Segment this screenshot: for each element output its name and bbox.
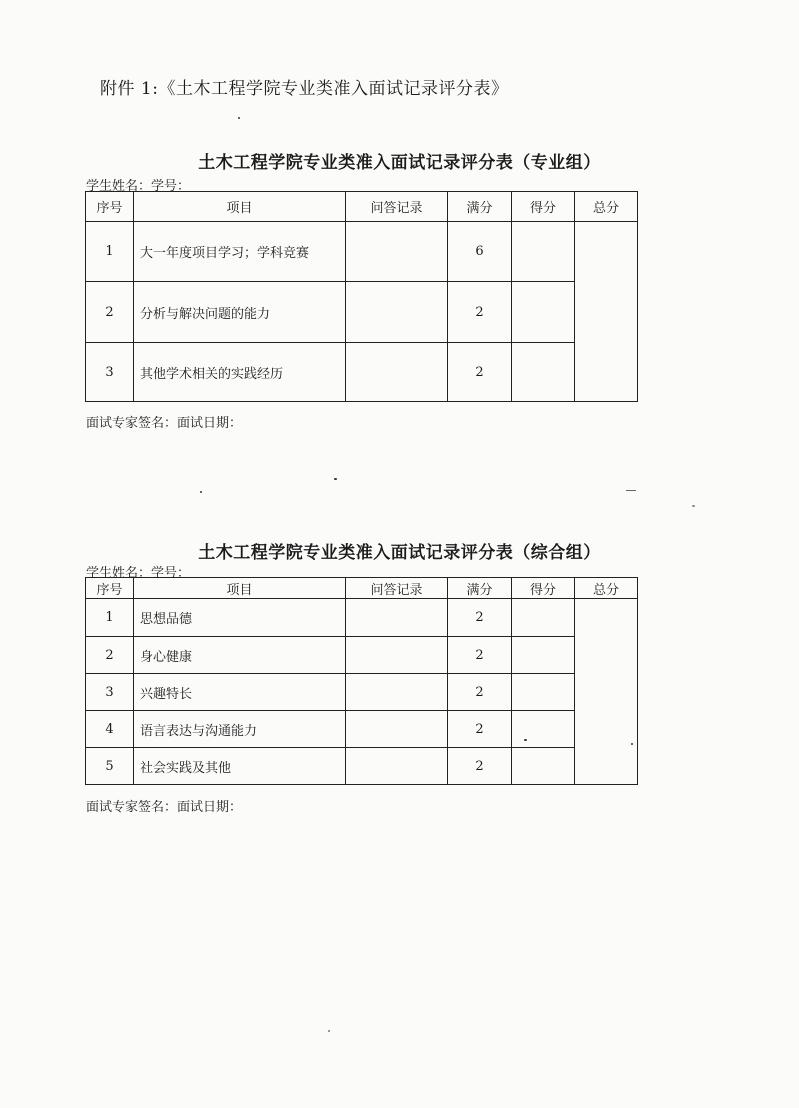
row-item: 身心健康 <box>134 637 346 674</box>
scan-speck <box>631 743 633 745</box>
table-title-professional: 土木工程学院专业类准入面试记录评分表（专业组） <box>198 153 601 173</box>
scan-speck <box>692 505 695 507</box>
row-item: 其他学术相关的实践经历 <box>134 343 346 402</box>
row-score-cell[interactable] <box>512 748 575 785</box>
header-score: 得分 <box>512 192 575 222</box>
score-table-professional <box>85 191 638 402</box>
row-record-cell[interactable] <box>346 282 448 343</box>
row-no: 1 <box>86 222 134 282</box>
scan-speck <box>238 117 240 119</box>
row-full: 2 <box>448 343 512 402</box>
signature-line-professional: 面试专家签名：面试日期： <box>86 416 243 431</box>
row-full: 2 <box>448 711 512 748</box>
row-score-cell[interactable] <box>512 343 575 402</box>
row-score-cell[interactable] <box>512 637 575 674</box>
table-row <box>86 343 638 402</box>
table-row <box>86 637 638 674</box>
row-score-cell[interactable] <box>512 599 575 637</box>
header-full: 满分 <box>448 192 512 222</box>
row-record-cell[interactable] <box>346 674 448 711</box>
row-full: 2 <box>448 637 512 674</box>
row-item: 语言表达与沟通能力 <box>134 711 346 748</box>
row-full: 2 <box>448 674 512 711</box>
header-total: 总分 <box>575 192 638 222</box>
header-item: 项目 <box>134 192 346 222</box>
table-header-row <box>86 192 638 222</box>
row-item: 思想品德 <box>134 599 346 637</box>
total-score-cell[interactable] <box>575 599 638 785</box>
scan-speck <box>626 490 636 491</box>
table-row <box>86 711 638 748</box>
header-record: 问答记录 <box>346 578 448 599</box>
row-full: 2 <box>448 748 512 785</box>
row-no: 2 <box>86 637 134 674</box>
row-item: 社会实践及其他 <box>134 748 346 785</box>
row-full: 2 <box>448 599 512 637</box>
row-record-cell[interactable] <box>346 343 448 402</box>
row-no: 3 <box>86 343 134 402</box>
row-score-cell[interactable] <box>512 711 575 748</box>
row-no: 1 <box>86 599 134 637</box>
row-score-cell[interactable] <box>512 674 575 711</box>
score-table-comprehensive <box>85 577 638 785</box>
row-record-cell[interactable] <box>346 711 448 748</box>
table-title-comprehensive: 土木工程学院专业类准入面试记录评分表（综合组） <box>198 543 601 563</box>
row-record-cell[interactable] <box>346 637 448 674</box>
row-item: 大一年度项目学习；学科竞赛 <box>134 222 346 282</box>
header-score: 得分 <box>512 578 575 599</box>
table-row <box>86 222 638 282</box>
row-score-cell[interactable] <box>512 282 575 343</box>
row-score-cell[interactable] <box>512 222 575 282</box>
scan-speck <box>200 491 202 493</box>
header-full: 满分 <box>448 578 512 599</box>
attachment-title: 附件 1:《土木工程学院专业类准入面试记录评分表》 <box>100 79 509 99</box>
student-info-line-comprehensive: 学生姓名：学号： <box>86 566 191 581</box>
scan-speck <box>334 478 337 480</box>
total-score-cell[interactable] <box>575 222 638 402</box>
row-no: 4 <box>86 711 134 748</box>
header-item: 项目 <box>134 578 346 599</box>
row-no: 2 <box>86 282 134 343</box>
header-total: 总分 <box>575 578 638 599</box>
scan-speck <box>524 739 527 741</box>
student-info-line-professional: 学生姓名：学号： <box>86 179 191 194</box>
row-record-cell[interactable] <box>346 222 448 282</box>
header-record: 问答记录 <box>346 192 448 222</box>
row-full: 6 <box>448 222 512 282</box>
row-no: 5 <box>86 748 134 785</box>
row-item: 兴趣特长 <box>134 674 346 711</box>
table-row <box>86 674 638 711</box>
header-no: 序号 <box>86 578 134 599</box>
row-item: 分析与解决问题的能力 <box>134 282 346 343</box>
table-row <box>86 748 638 785</box>
row-record-cell[interactable] <box>346 599 448 637</box>
header-no: 序号 <box>86 192 134 222</box>
table-row <box>86 599 638 637</box>
scan-speck <box>328 1030 330 1032</box>
signature-line-comprehensive: 面试专家签名：面试日期： <box>86 800 243 815</box>
table-row <box>86 282 638 343</box>
row-full: 2 <box>448 282 512 343</box>
row-record-cell[interactable] <box>346 748 448 785</box>
table-header-row <box>86 578 638 599</box>
row-no: 3 <box>86 674 134 711</box>
